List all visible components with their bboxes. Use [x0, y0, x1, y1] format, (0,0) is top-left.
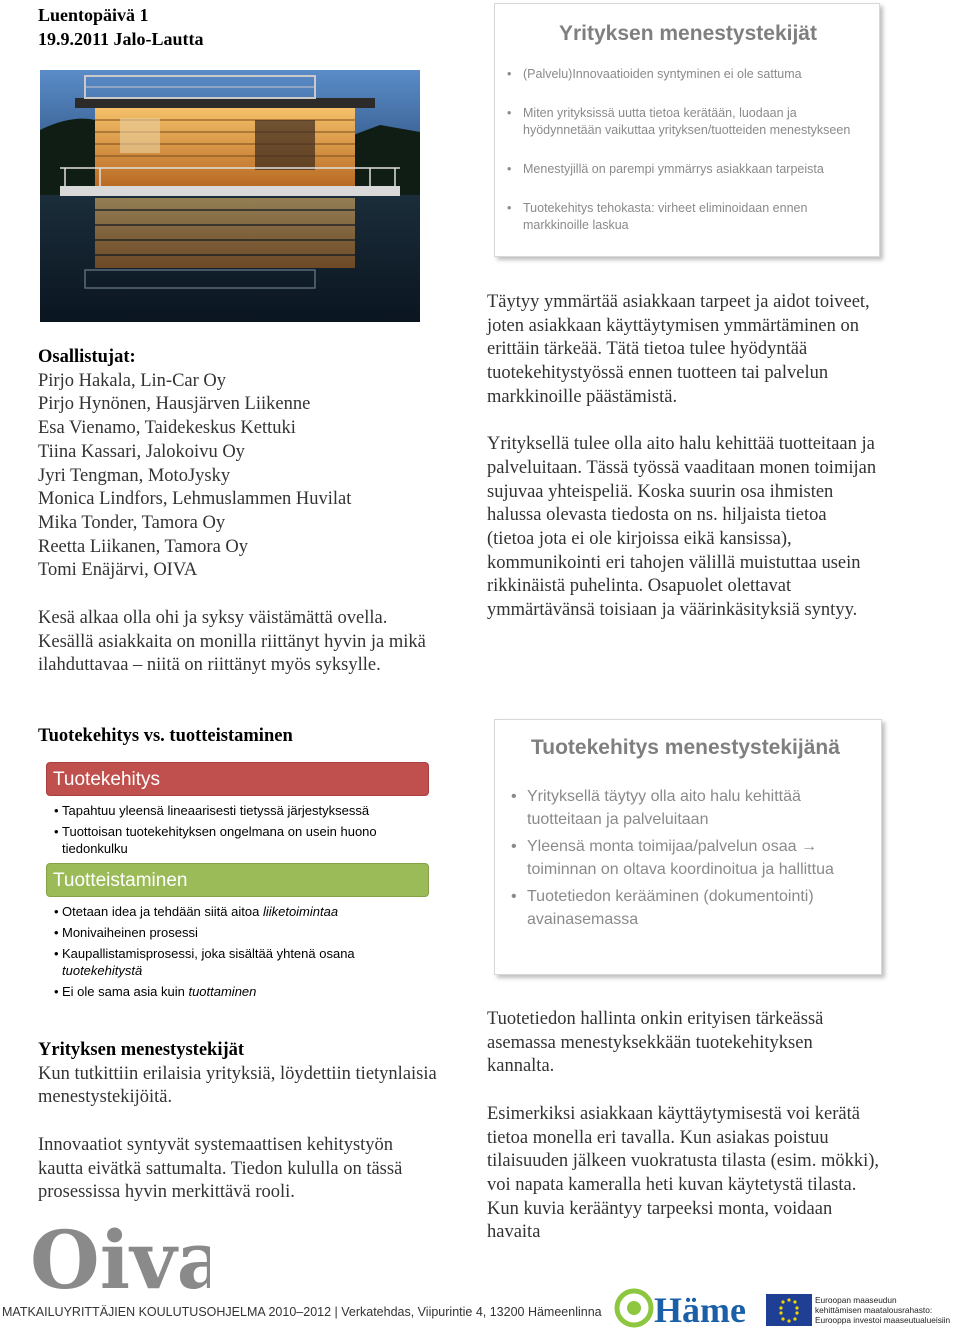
slide-product-development	[494, 719, 882, 975]
participant-item: Esa Vienamo, Taidekeskus Kettuki	[38, 418, 296, 439]
hame-logo	[612, 1286, 757, 1330]
participant-item: Tiina Kassari, Jalokoivu Oy	[38, 441, 245, 462]
eu-text-line: Eurooppa investoi maaseutualueisiin	[815, 1315, 951, 1325]
paragraph: Täytyy ymmärtää asiakkaan tarpeet ja aidot toiveet, joten asiakkaan käyttäytymisen ymmärtäminen on erittäin tärkeää. Tätä tietoa tulee hyödyntää tuotekehitystyössä ennen tuotteen tai palvelun markkinoille päästämistä.	[487, 292, 870, 407]
participant-item: Reetta Liikanen, Tamora Oy	[38, 536, 249, 557]
slide-bullet: • Miten yrityksissä uutta tietoa kerätään, luodaan ja hyödynnetään vaikuttaa yrityksen/tuotteiden menestykseen	[523, 105, 863, 139]
footer-text: MATKAILUYRITTÄJIEN KOULUTUSOHJELMA 2010–2012 | Verkatehdas, Viipurintie 4, 13200 Hämeenlinna	[2, 1305, 602, 1319]
slide-bullet: • Yleensä monta toimijaa/palvelun osaa → toiminnan on oltava koordinoitua ja hallittua	[527, 836, 872, 881]
paragraph: Kun tutkittiin erilaisia yrityksiä, löydettiin tietynlaisia menestystekijöitä.	[38, 1063, 437, 1108]
participant-item: Jyri Tengman, MotoJysky	[38, 465, 231, 486]
header-date-place: 19.9.2011 Jalo-Lautta	[38, 29, 204, 49]
oiva-logo-text: Oiva	[30, 1222, 210, 1294]
eu-flag-icon	[766, 1294, 812, 1326]
slide-bullet: • Tuotetiedon kerääminen (dokumentointi) avainasemassa	[527, 886, 872, 931]
participants-section	[38, 346, 448, 583]
smartart-item: • Otetaan idea ja tehdään siitä aitoa liiketoimintaa	[54, 904, 339, 919]
participant-item: Mika Tonder, Tamora Oy	[38, 512, 226, 533]
participant-item: Pirjo Hynönen, Hausjärven Liikenne	[38, 394, 311, 415]
slide-bullet: • (Palvelu)Innovaatioiden syntyminen ei ole sattuma	[523, 66, 863, 83]
smartart-diagram	[46, 762, 430, 1007]
right-column-text-2	[487, 1008, 882, 1269]
eu-text-line: kehittämisen maatalousrahasto:	[815, 1305, 933, 1315]
smartart-item: • Kaupallistamisprosessi, joka sisältää yhtenä osana tuotekehitystä	[54, 946, 355, 978]
header-title: Luentopäivä 1	[38, 5, 149, 25]
participant-item: Pirjo Hakala, Lin-Car Oy	[38, 370, 227, 391]
hame-logo-text: Häme	[654, 1290, 746, 1330]
band-tuotteistaminen: Tuotteistaminen	[46, 863, 429, 897]
document-header	[38, 3, 204, 51]
smartart-item: • Ei ole sama asia kuin tuottaminen	[54, 984, 257, 999]
participants-heading: Osallistujat:	[38, 347, 136, 367]
eu-text-line: Euroopan maaseudun	[815, 1295, 897, 1305]
paragraph: Innovaatiot syntyvät systemaattisen kehitystyön kautta eivätkä sattumalta. Tiedon kululla on tässä prosessissa hyvin merkittävä rooli.	[38, 1134, 403, 1203]
slide-title: Yrityksen menestystekijät	[559, 22, 817, 45]
participant-item: Tomi Enäjärvi, OIVA	[38, 560, 198, 581]
houseboat-photo	[40, 70, 420, 322]
section-heading-success-factors: Yrityksen menestystekijät	[38, 1040, 245, 1060]
section-heading-product-development: Tuotekehitys vs. tuotteistaminen	[38, 726, 293, 746]
slide-bullet: • Yrityksellä täytyy olla aito halu kehittää tuotteitaan ja palveluitaan	[527, 786, 872, 831]
slide-success-factors	[494, 3, 880, 257]
slide-title: Tuotekehitys menestystekijänä	[531, 736, 840, 759]
slide-bullet: • Menestyjillä on parempi ymmärrys asiakkaan tarpeista	[523, 161, 863, 178]
participant-item: Monica Lindfors, Lehmuslammen Huvilat	[38, 489, 352, 510]
slide-bullet: • Tuotekehitys tehokasta: virheet eliminoidaan ennen markkinoille laskua	[523, 200, 863, 234]
band-tuotekehitys: Tuotekehitys	[46, 762, 429, 796]
smartart-item: • Monivaiheinen prosessi	[54, 925, 198, 940]
success-factors-section	[38, 1039, 438, 1229]
paragraph: Yrityksellä tulee olla aito halu kehittää tuotteitaan ja palveluitaan. Tässä työssä vaaditaan monen toimijan sujuvaa yhteispeliä. Koska suurin osa ihmisten halussa olevasta tiedosta on ns. hiljaista tietoa (tietoa jota ei ole kirjoissa eikä kansissa), kommunikointi eri tahojen välillä muistuttaa usein rikkinäistä puhelinta. Osapuolet olettavat ymmärtävänsä toisiaan ja väärinkäsityksiä syntyy.	[487, 434, 877, 621]
right-column-text-1	[487, 291, 877, 647]
oiva-logo	[30, 1222, 210, 1294]
smartart-item: • Tuottoisan tuotekehityksen ongelmana on usein huono tiedonkulku	[54, 824, 377, 856]
paragraph: Esimerkiksi asiakkaan käyttäytymisestä voi kerätä tietoa monella eri tavalla. Kun asiakas poistuu tilaisuuden jälkeen vuokratusta tilasta (esim. mökki), voi napata kameralla heti kuvan käytetystä tilasta. Kun kuvia kerääntyy tarpeeksi monta, voidaan havaita	[487, 1103, 880, 1243]
intro-paragraph: Kesä alkaa olla ohi ja syksy väistämättä ovella. Kesällä asiakkaita on monilla riittänyt hyvin ja mikä ilahduttavaa – niitä on riittänyt myös syksylle.	[38, 608, 426, 676]
paragraph: Tuotetiedon hallinta onkin erityisen tärkeässä asemassa menestyksekkään tuotekehityksen kannalta.	[487, 1009, 824, 1077]
smartart-item: • Tapahtuu yleensä lineaarisesti tietyssä järjestyksessä	[54, 803, 370, 818]
eu-funding-text	[815, 1295, 960, 1325]
